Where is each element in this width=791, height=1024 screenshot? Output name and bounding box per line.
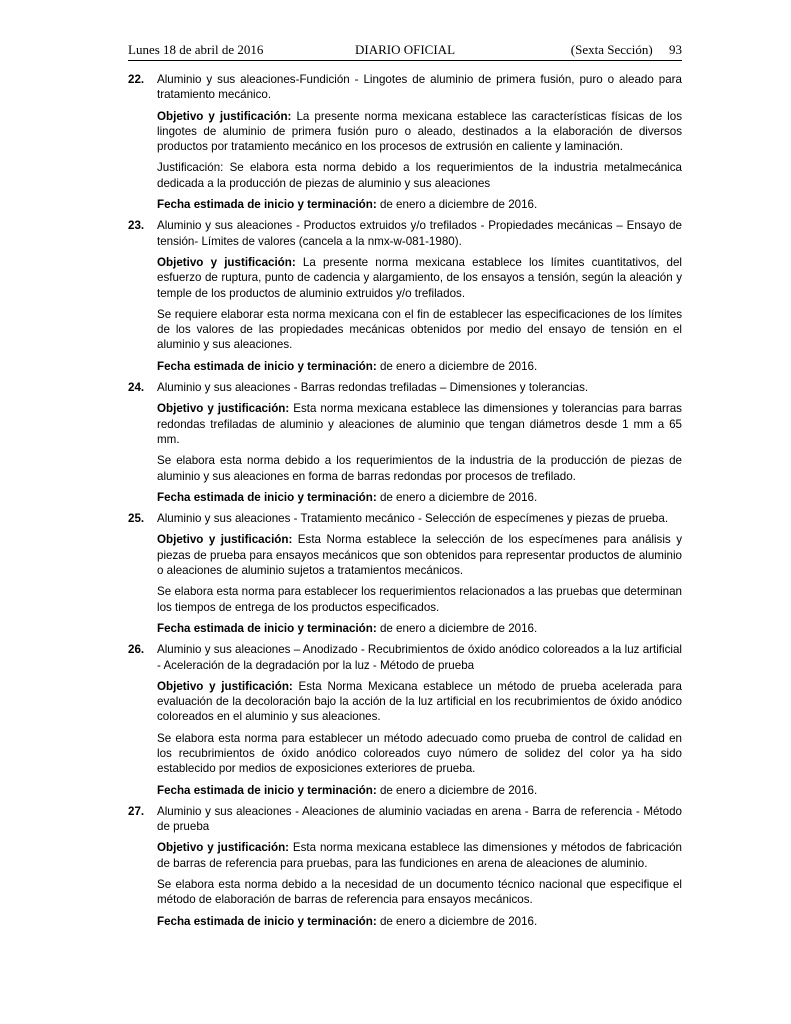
item-number: 23. [128, 219, 145, 233]
objective-label: Objetivo y justificación: [157, 255, 296, 269]
item-objective [157, 401, 682, 447]
date-label: Fecha estimada de inicio y terminación: [157, 783, 377, 797]
item-justification: Se elabora esta norma debido a la necesidad de un documento técnico nacional que especifique el método de elaboración de barras de referencia para ensayos mecánicos. [157, 878, 682, 907]
objective-label: Objetivo y justificación: [157, 402, 290, 416]
norm-item [128, 72, 682, 212]
header-date: Lunes 18 de abril de 2016 [128, 42, 264, 57]
item-number: 25. [128, 512, 145, 526]
item-justification: Se requiere elaborar esta norma mexicana con el fin de establecer las especificaciones de los límites de los valores de las propiedades mecánicas obtenidos por medio del ensayo de tensión en el aluminio y sus aleaciones. [157, 307, 682, 352]
objective-label: Objetivo y justificación: [157, 109, 292, 123]
norm-item [128, 642, 682, 798]
item-title: Aluminio y sus aleaciones - Tratamiento mecánico - Selección de especímenes y piezas de prueba. [157, 512, 669, 526]
item-title: Aluminio y sus aleaciones-Fundición - Lingotes de aluminio de primera fusión, puro o aleado para tratamiento mecánico. [157, 73, 682, 102]
item-number: 26. [128, 643, 145, 657]
item-title: Aluminio y sus aleaciones - Productos extruidos y/o trefilados - Propiedades mecánicas – Ensayo de tensión- Límites de valores (cancela a la nmx-w-081-1980). [157, 219, 682, 248]
date-label: Fecha estimada de inicio y terminación: [157, 914, 377, 928]
item-justification: Justificación: Se elabora esta norma debido a los requerimientos de la industria metalmecánica dedicada a la producción de piezas de aluminio y sus aleaciones [157, 161, 682, 190]
item-objective [157, 532, 682, 578]
date-label: Fecha estimada de inicio y terminación: [157, 621, 377, 635]
item-date [157, 359, 682, 374]
item-justification: Se elabora esta norma para establecer los requerimientos relacionados a las pruebas que determinan los tiempos de entrega de los productos especificados. [157, 585, 682, 614]
item-title: Aluminio y sus aleaciones - Aleaciones de aluminio vaciadas en arena - Barra de referencia - Método de prueba [157, 804, 682, 834]
objective-label: Objetivo y justificación: [157, 533, 293, 547]
norm-item [128, 380, 682, 505]
item-title: Aluminio y sus aleaciones – Anodizado - Recubrimientos de óxido anódico coloreados a la luz artificial - Aceleración de la degradación por la luz - Método de prueba [157, 643, 682, 672]
item-number: 22. [128, 73, 145, 86]
header-section: (Sexta Sección) [570, 42, 653, 57]
date-text: de enero a diciembre de 2016. [376, 198, 538, 212]
date-text: de enero a diciembre de 2016. [376, 783, 538, 797]
header-page-number: 93 [669, 42, 682, 57]
objective-text: Esta norma mexicana establece las dimensiones y métodos de fabricación de barras de referencia para pruebas, para las fundiciones en arena de aleaciones de aluminio. [157, 841, 682, 870]
page-header [128, 42, 682, 61]
date-text: de enero a diciembre de 2016. [376, 490, 538, 504]
objective-label: Objetivo y justificación: [157, 679, 293, 693]
item-date [157, 621, 682, 636]
norm-item [128, 218, 682, 374]
item-date [157, 914, 682, 929]
item-objective [157, 679, 682, 725]
item-number: 24. [128, 381, 145, 395]
item-date [157, 490, 682, 505]
item-date [157, 783, 682, 798]
date-label: Fecha estimada de inicio y terminación: [157, 359, 377, 373]
item-justification: Se elabora esta norma debido a los requerimientos de la industria de la producción de piezas de aluminio y sus aleaciones en forma de barras redondas por procesos de trefilado. [157, 454, 682, 483]
norm-item [128, 511, 682, 636]
date-text: de enero a diciembre de 2016. [376, 359, 538, 373]
item-objective [157, 840, 682, 871]
document-body [128, 72, 682, 935]
date-text: de enero a diciembre de 2016. [376, 914, 538, 928]
item-date [157, 197, 682, 212]
objective-text: La presente norma mexicana establece los límites cuantitativos, del esfuerzo de ruptura, punto de cadencia y alargamiento, de los ensayos a tensión, según la aleación y temple de los productos de aluminio extruidos y/o trefilados. [157, 255, 682, 300]
objective-text: La presente norma mexicana establece las características físicas de los lingotes de aluminio de primera fusión puro o aleado, destinados a la elaboración de diversos productos por tratamiento mecánico en los procesos de extrusión en caliente y laminación. [157, 109, 682, 154]
header-publication: DIARIO OFICIAL [354, 42, 456, 57]
date-text: de enero a diciembre de 2016. [376, 621, 538, 635]
item-objective [157, 255, 682, 301]
item-objective [157, 109, 682, 155]
item-number: 27. [128, 804, 145, 818]
item-justification: Se elabora esta norma para establecer un método adecuado como prueba de control de calidad en los recubrimientos de óxido anódico coloreados cuyo número de solidez del color ya ha sido establecido por medios de exposiciones exteriores de prueba. [157, 731, 682, 776]
header-section-page [571, 42, 682, 58]
item-title: Aluminio y sus aleaciones - Barras redondas trefiladas – Dimensiones y tolerancias. [157, 381, 589, 395]
objective-text: Esta Norma Mexicana establece un método de prueba acelerada para evaluación de la decoloración bajo la acción de la luz artificial en los recubrimientos de óxido anódico coloreados en el aluminio y sus aleaciones. [157, 679, 682, 724]
date-label: Fecha estimada de inicio y terminación: [157, 198, 377, 212]
objective-text: Esta norma mexicana establece las dimensiones y tolerancias para barras redondas trefiladas de aluminio y aleaciones de aluminio que tengan diámetros desde 1 mm a 65 mm. [157, 402, 682, 446]
norm-item [128, 804, 682, 929]
objective-text: Esta Norma establece la selección de los especímenes para análisis y piezas de prueba para ensayos mecánicos que son obtenidos para representar productos de aluminio o aleaciones de aluminio sujetos a tratamientos mecánicos. [157, 533, 682, 578]
date-label: Fecha estimada de inicio y terminación: [157, 490, 377, 504]
objective-label: Objetivo y justificación: [157, 841, 290, 855]
